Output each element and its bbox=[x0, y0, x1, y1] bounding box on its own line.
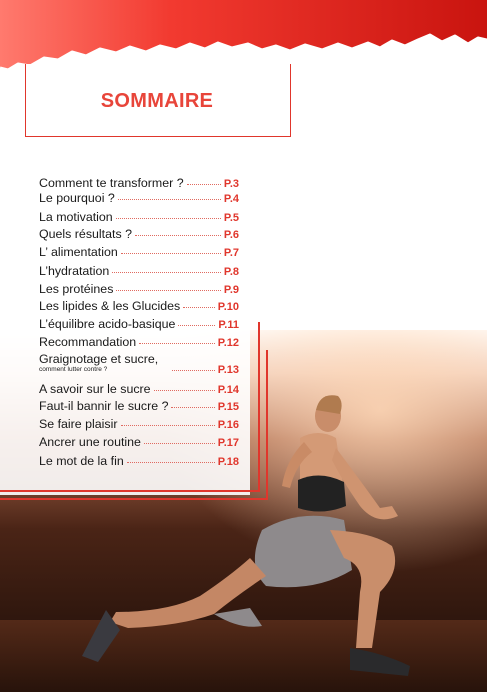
toc-item[interactable] bbox=[39, 176, 239, 192]
page-number: P.9 bbox=[223, 284, 239, 296]
page-number: P.7 bbox=[223, 247, 239, 259]
toc-item[interactable] bbox=[39, 191, 239, 207]
toc-item[interactable] bbox=[39, 382, 239, 398]
toc-label: Les lipides & les Glucides bbox=[39, 299, 181, 313]
leader-dots bbox=[154, 390, 215, 391]
leader-dots bbox=[116, 218, 221, 219]
page-number: P.5 bbox=[223, 212, 239, 224]
toc-label: La motivation bbox=[39, 210, 113, 224]
toc-label: L’ alimentation bbox=[39, 245, 118, 259]
leader-dots bbox=[116, 290, 221, 291]
toc-label: Le mot de la fin bbox=[39, 454, 124, 468]
toc-label: Quels résultats ? bbox=[39, 227, 132, 241]
toc-item[interactable] bbox=[39, 264, 239, 280]
toc-label: Recommandation bbox=[39, 335, 137, 349]
toc-item[interactable] bbox=[39, 454, 239, 470]
toc-label: Ancrer une routine bbox=[39, 435, 141, 449]
leader-dots bbox=[171, 407, 214, 408]
accent-line bbox=[0, 490, 260, 492]
toc-item[interactable] bbox=[39, 362, 239, 378]
accent-line bbox=[258, 322, 260, 492]
page-number: P.18 bbox=[217, 456, 239, 468]
toc-item[interactable] bbox=[39, 435, 239, 451]
leader-dots bbox=[135, 235, 221, 236]
toc-item[interactable] bbox=[39, 282, 239, 298]
toc-label: Les protéines bbox=[39, 282, 114, 296]
leader-dots bbox=[121, 425, 215, 426]
page-number: P.3 bbox=[223, 178, 239, 190]
toc-label: Le pourquoi ? bbox=[39, 191, 115, 205]
leader-dots bbox=[118, 199, 221, 200]
toc-label: L’hydratation bbox=[39, 264, 110, 278]
toc-item[interactable] bbox=[39, 299, 239, 315]
leader-dots bbox=[178, 325, 215, 326]
leader-dots bbox=[183, 307, 215, 308]
leader-dots bbox=[121, 253, 221, 254]
page-number: P.16 bbox=[217, 419, 239, 431]
leader-dots bbox=[139, 343, 215, 344]
page-number: P.6 bbox=[223, 229, 239, 241]
page-number: P.10 bbox=[217, 301, 239, 313]
page-number: P.15 bbox=[217, 401, 239, 413]
leader-dots bbox=[112, 272, 221, 273]
toc-item[interactable] bbox=[39, 417, 239, 433]
page-number: P.17 bbox=[217, 437, 239, 449]
leader-dots bbox=[187, 184, 221, 185]
page-number: P.11 bbox=[218, 319, 239, 331]
page-number: P.14 bbox=[217, 384, 239, 396]
toc-label: L’équilibre acido-basique bbox=[39, 317, 176, 331]
toc-sublabel: comment lutter contre ? bbox=[39, 366, 108, 373]
leader-dots bbox=[127, 462, 215, 463]
toc-item[interactable] bbox=[39, 399, 239, 415]
leader-dots bbox=[172, 370, 215, 371]
toc-item[interactable] bbox=[39, 335, 239, 351]
accent-line bbox=[266, 350, 268, 500]
toc-label: Graignotage et sucre, bbox=[39, 352, 159, 366]
toc-item[interactable] bbox=[39, 227, 239, 243]
page-number: P.4 bbox=[223, 193, 239, 205]
toc-item[interactable] bbox=[39, 210, 239, 226]
toc-label: Faut-il bannir le sucre ? bbox=[39, 399, 169, 413]
page-number: P.12 bbox=[217, 337, 239, 349]
leader-dots bbox=[144, 443, 215, 444]
page-title: SOMMAIRE bbox=[100, 90, 214, 112]
toc-label: Se faire plaisir bbox=[39, 417, 118, 431]
toc-item[interactable] bbox=[39, 317, 239, 333]
page-number: P.8 bbox=[223, 266, 239, 278]
accent-line bbox=[0, 498, 268, 500]
page-number: P.13 bbox=[217, 364, 239, 376]
toc-label: A savoir sur le sucre bbox=[39, 382, 151, 396]
toc-item[interactable] bbox=[39, 245, 239, 261]
toc-label: Comment te transformer ? bbox=[39, 176, 184, 190]
